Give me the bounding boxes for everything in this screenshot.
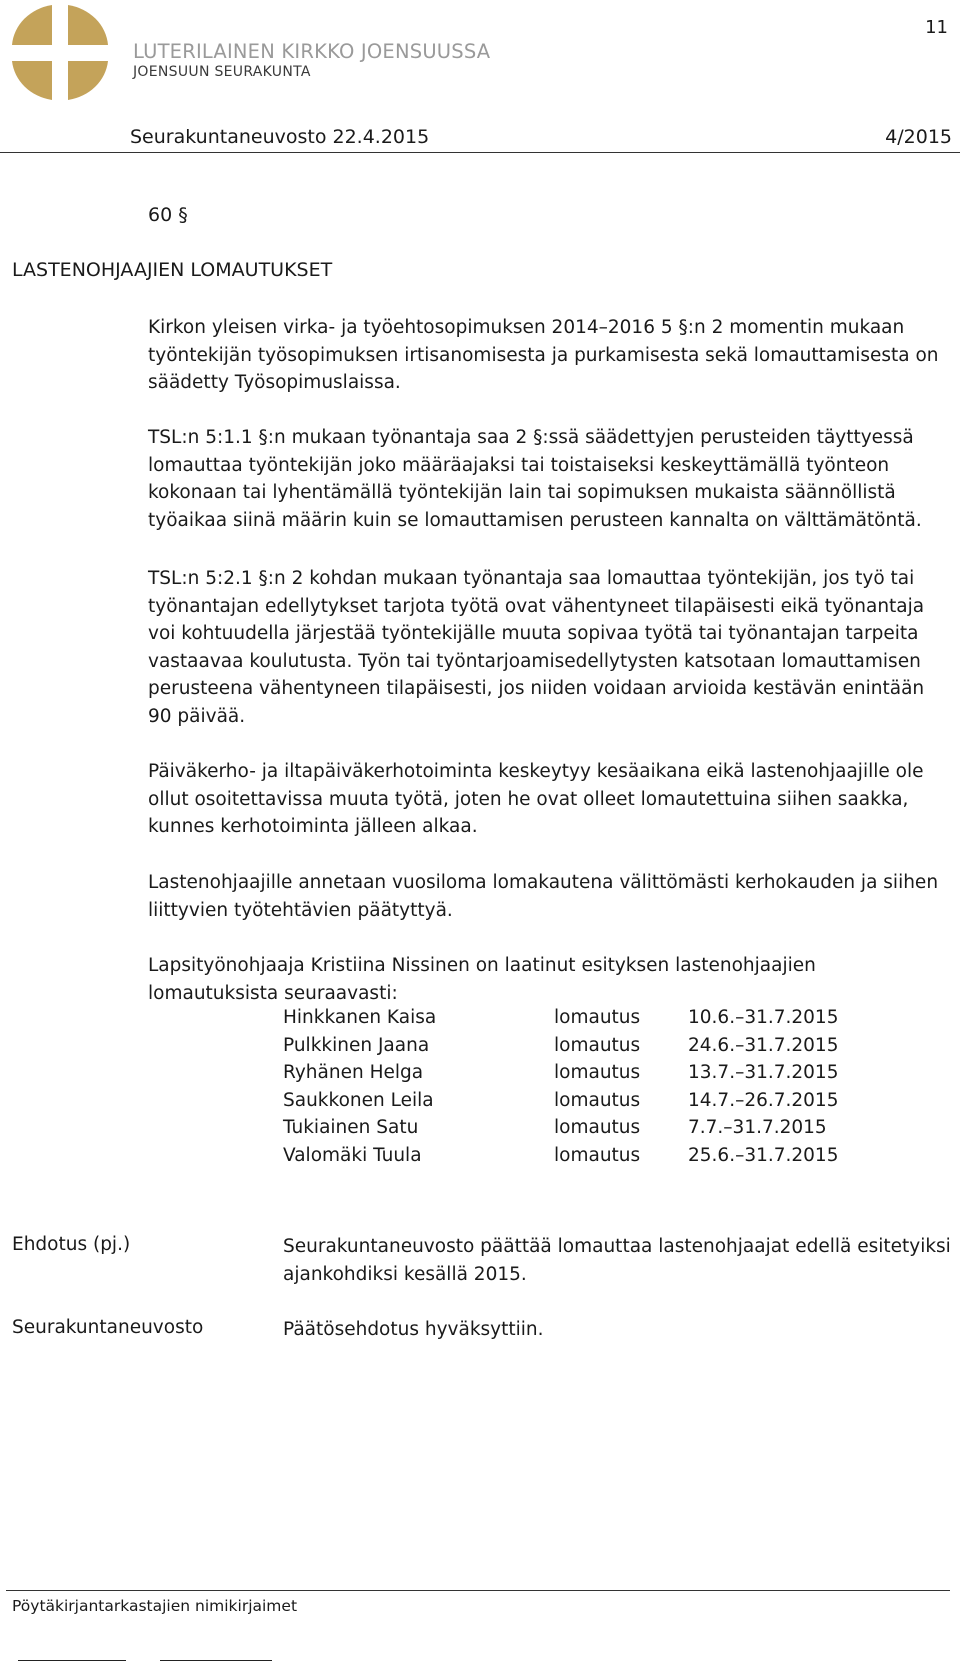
employee-name: Saukkonen Leila <box>283 1089 434 1111</box>
furlough-period: 7.7.–31.7.2015 <box>688 1117 827 1139</box>
proposal-text: Seurakuntaneuvosto päättää lomauttaa lastenohjaajat edellä esitetyiksi ajankohdiksi kesällä 2015. <box>283 1236 951 1285</box>
table-row <box>283 1035 838 1063</box>
furlough-type: lomautus <box>554 1089 641 1111</box>
paragraph-annual-leave: Lastenohjaajille annetaan vuosiloma lomakautena välittömästi kerhokauden ja siihen liittyvien työtehtävien päätyttyä. <box>148 872 939 921</box>
cross-emblem-icon <box>12 5 108 100</box>
header-divider <box>0 152 960 153</box>
table-row <box>283 1062 838 1090</box>
organization-name: LUTERILAINEN KIRKKO JOENSUUSSA <box>133 40 491 63</box>
employee-name: Valomäki Tuula <box>283 1144 422 1166</box>
church-logo <box>12 5 108 100</box>
furlough-period: 10.6.–31.7.2015 <box>688 1007 839 1028</box>
furlough-period: 24.6.–31.7.2015 <box>688 1034 839 1056</box>
initials-label: Pöytäkirjantarkastajien nimikirjaimet <box>12 1597 298 1615</box>
employee-name: Tukiainen Satu <box>283 1117 419 1139</box>
furlough-type: lomautus <box>554 1062 641 1084</box>
proposal-label: Ehdotus (pj.) <box>12 1234 131 1255</box>
decision-label: Seurakuntaneuvosto <box>12 1317 204 1338</box>
signature-line-1 <box>18 1660 126 1661</box>
employee-name: Pulkkinen Jaana <box>283 1034 430 1056</box>
paragraph-tsl-5-1: TSL:n 5:1.1 §:n mukaan työnantaja saa 2 §:ssä säädettyjen perusteiden täyttyessä lomauttaa työntekijän joko määräajaksi tai toistaiseksi keskeyttämällä työnteon kokonaan tai lyhentämällä työntekijän lain tai sopimuksen mukaista säännöllistä työaikaa siinä määrin kuin se lomauttamisen perusteen kannalta on välttämätöntä. <box>148 427 922 531</box>
paragraph-tsl-5-2: TSL:n 5:2.1 §:n 2 kohdan mukaan työnantaja saa lomauttaa työntekijän, jos työ tai työnantajan edellytykset tarjota työtä ovat vähentyneet tilapäisesti eikä työnantaja voi kohtuudella järjestää työntekijälle muuta sopivaa työtä tai työnantajan tarpeita vastaavaa koulutusta. Työn tai työntarjoamisedellytysten katsotaan lomauttamisen perusteena vähentyneen tilapäisesti, jos niiden voidaan arvioida kestävän enintään 90 päivää. <box>148 568 925 727</box>
furlough-period: 25.6.–31.7.2015 <box>688 1144 839 1166</box>
furlough-period: 14.7.–26.7.2015 <box>688 1089 839 1111</box>
section-number: 60 § <box>148 204 188 226</box>
page-number: 11 <box>925 17 948 38</box>
meeting-title: Seurakuntaneuvosto 22.4.2015 <box>130 126 430 148</box>
table-row <box>283 1145 838 1173</box>
furlough-period: 13.7.–31.7.2015 <box>688 1062 839 1084</box>
table-row <box>283 1117 838 1145</box>
employee-name: Hinkkanen Kaisa <box>283 1007 437 1028</box>
signature-line-2 <box>160 1660 272 1661</box>
furlough-type: lomautus <box>554 1144 641 1166</box>
table-row <box>283 1090 838 1118</box>
table-row <box>283 1007 838 1035</box>
employee-name: Ryhänen Helga <box>283 1062 424 1084</box>
section-title: LASTENOHJAAJIEN LOMAUTUKSET <box>12 259 333 281</box>
furlough-type: lomautus <box>554 1034 641 1056</box>
furlough-table <box>283 1007 838 1173</box>
paragraph-club-activity: Päiväkerho- ja iltapäiväkerhotoiminta keskeytyy kesäaikana eikä lastenohjaajille ole ollut osoitettavissa muuta työtä, joten he ovat olleet lomautettuina siihen saakka, kunnes kerhotoiminta jälleen alkaa. <box>148 761 924 837</box>
footer-divider <box>6 1590 950 1591</box>
furlough-type: lomautus <box>554 1007 641 1028</box>
issue-number: 4/2015 <box>885 126 952 148</box>
paragraph-proposal-intro: Lapsityönohjaaja Kristiina Nissinen on laatinut esityksen lastenohjaajien lomautuksista seuraavasti: <box>148 955 816 1004</box>
parish-name: JOENSUUN SEURAKUNTA <box>133 64 311 80</box>
furlough-type: lomautus <box>554 1117 641 1139</box>
paragraph-agreement: Kirkon yleisen virka- ja työehtosopimuksen 2014–2016 5 §:n 2 momentin mukaan työntekijän työsopimuksen irtisanomisesta ja purkamisesta sekä lomauttamisesta on säädetty Työsopimuslaissa. <box>148 317 939 393</box>
decision-text: Päätösehdotus hyväksyttiin. <box>283 1319 544 1340</box>
